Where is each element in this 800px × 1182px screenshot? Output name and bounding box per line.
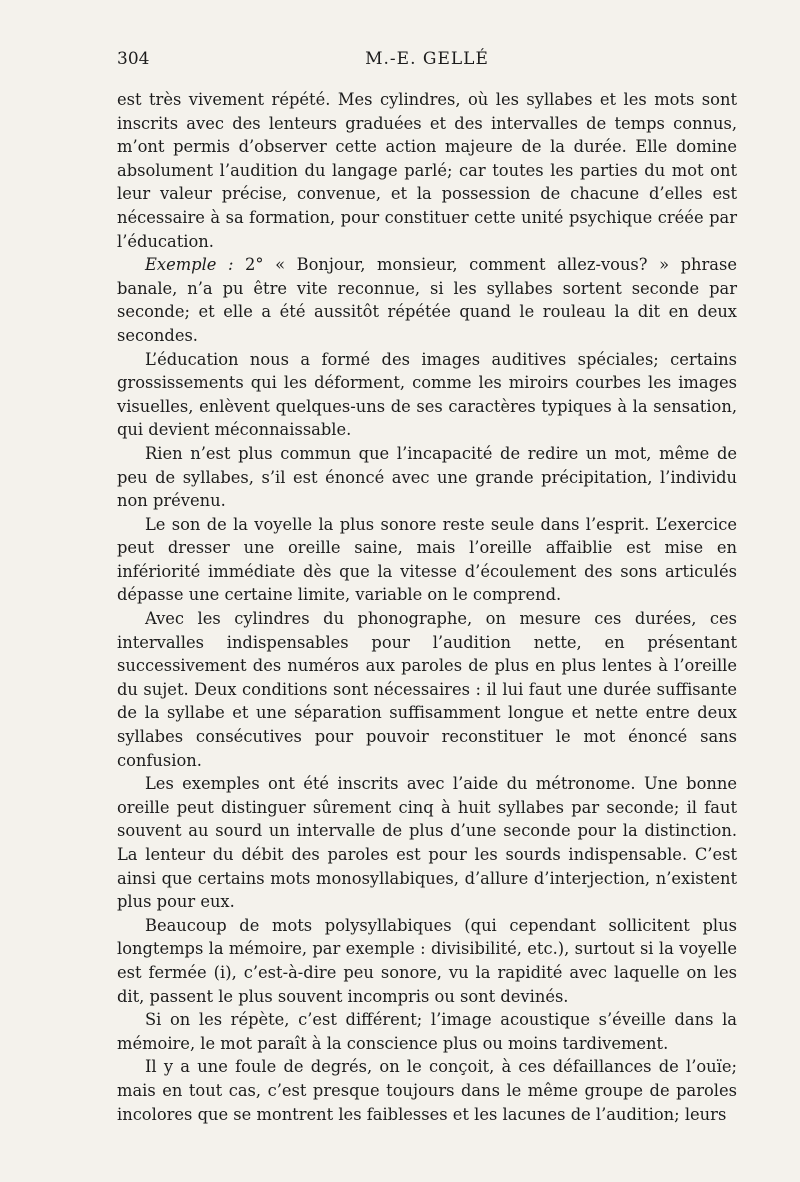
paragraph: Rien n’est plus commun que l’incapacité de redire un mot, même de peu de syllabes, s’il est énoncé avec une grande précipitation, l’individu non prévenu. [117, 443, 737, 511]
paragraph: L’éducation nous a formé des images auditives spéciales; certains grossissements qui les déforment, comme les miroirs courbes les images visuelles, enlèvent quelques-uns de ses caractères typiques à la sensation, qui devient méconnaissable. [117, 349, 737, 440]
paragraph: Si on les répète, c’est différent; l’image acoustique s’éveille dans la mémoire, le mot paraît à la conscience plus ou moins tardivement. [117, 1010, 737, 1053]
paragraph: Avec les cylindres du phonographe, on mesure ces durées, ces intervalles indispensables pour l’audition nette, en présentant successivement des numéros aux paroles de plus en plus lentes à l’oreille du sujet. Deux conditions sont nécessaires : il lui faut une durée suffisante de la syllabe et une séparation suffisamment longue et nette entre deux syllabes consécutives pour pouvoir reconstituer le mot énoncé sans confusion. [117, 609, 737, 770]
page-header [117, 49, 737, 71]
paragraph-text: 2° « Bonjour, monsieur, comment allez-vous? » phrase banale, n’a pu être vite reconnue, si les syllabes sortent seconde par seconde; et elle a été aussitôt répétée quand le rouleau la dit en deux secondes. [117, 255, 737, 345]
paragraph: est très vivement répété. Mes cylindres, où les syllabes et les mots sont inscrits avec des lenteurs graduées et des intervalles de temps connus, m’ont permis d’observer cette action majeure de la durée. Elle domine absolument l’audition du langage parlé; car toutes les parties du mot ont leur valeur précise, convenue, et la possession de chacune d’elles est nécessaire à sa formation, pour constituer cette unité psychique créée par l’éducation. [117, 90, 737, 251]
paragraph: Le son de la voyelle la plus sonore reste seule dans l’esprit. L’exercice peut dresser une oreille saine, mais l’oreille affaiblie est mise en infériorité immédiate dès que la vitesse d’écoulement des sons articulés dépasse une certaine limite, variable on le comprend. [117, 514, 737, 605]
page-number: 304 [117, 49, 150, 69]
italic-lead: Exemple : [145, 255, 234, 275]
paragraph: Les exemples ont été inscrits avec l’aide du métronome. Une bonne oreille peut distinguer sûrement cinq à huit syllabes par seconde; il faut souvent au sourd un intervalle de plus d’une seconde pour la distinction. La lenteur du débit des paroles est pour les sourds indispensable. C’est ainsi que certains mots monosyllabiques, d’allure d’interjection, n’existent plus pour eux. [117, 774, 737, 912]
paragraph: Il y a une foule de degrés, on le conçoit, à ces défaillances de l’ouïe; mais en tout cas, c’est presque toujours dans le même groupe de paroles incolores que se montrent les faiblesses et les lacunes de l’audition; leurs [117, 1057, 737, 1124]
running-head: M.-E. GELLÉ [365, 49, 489, 69]
paragraph [117, 253, 737, 347]
paragraph: Beaucoup de mots polysyllabiques (qui cependant sollicitent plus longtemps la mémoire, par exemple : divisibilité, etc.), surtout si la voyelle est fermée (i), c’est-à-dire peu sonore, vu la rapidité avec laquelle on les dit, passent le plus souvent incompris ou sont devinés. [117, 915, 737, 1006]
body-text [117, 88, 737, 1126]
